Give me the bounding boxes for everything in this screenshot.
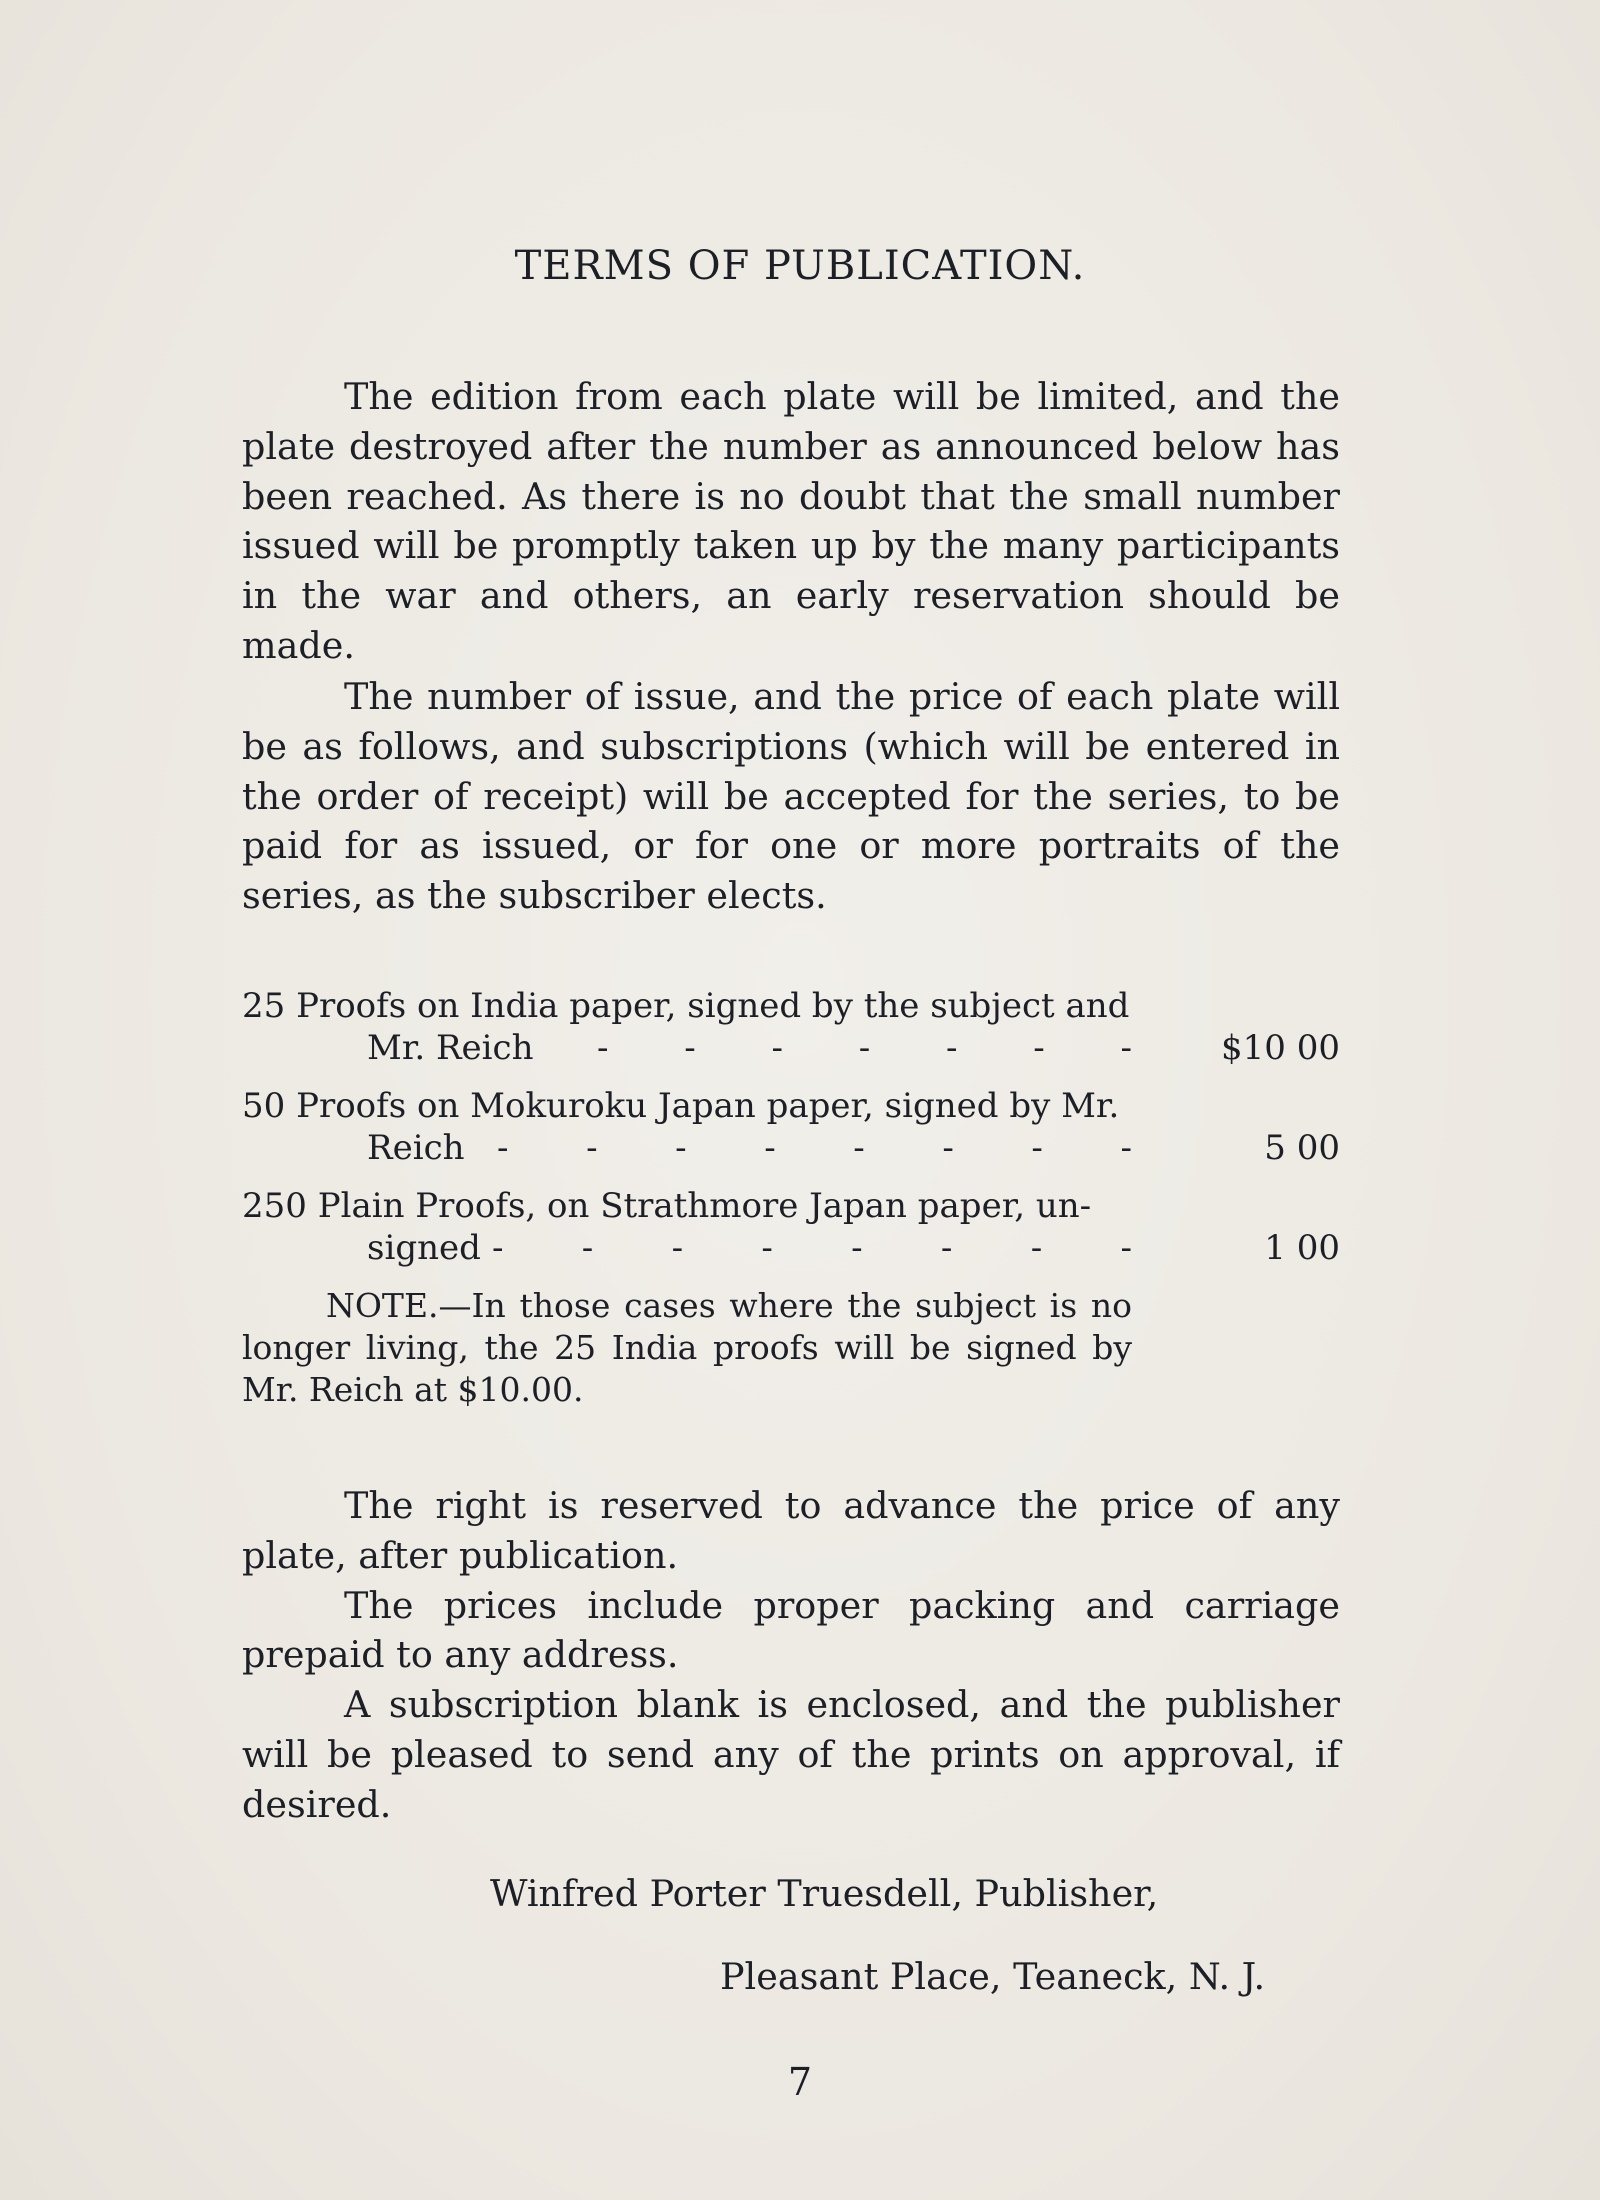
paragraph-text: The number of issue, and the price of each plate will be as follows, and subscriptions (which will be entered in the order of receipt) will be accepted for the series, to be paid for as issued, or for one or more portraits of the series, as the subscriber elects. [242, 675, 1340, 918]
price-value: $10 00 [1221, 1028, 1340, 1068]
price-item-description: 250 Plain Proofs, on Strathmore Japan paper, un- [242, 1186, 1092, 1226]
paragraph-text: The edition from each plate will be limited, and the plate destroyed after the number as announced below has been reached. As there is no doubt that the small number issued will be promptly taken up by the many participants in the war and others, an early reservation should be made. [242, 375, 1340, 667]
price-item-mokuroku-proofs [242, 1085, 1340, 1169]
price-item-description: 50 Proofs on Mokuroku Japan paper, signed by Mr. [242, 1086, 1120, 1126]
price-item-continuation [242, 1227, 1132, 1269]
price-value: 5 00 [1264, 1128, 1340, 1168]
page-number: 7 [787, 2060, 813, 2104]
paragraph-text: The prices include proper packing and carriage prepaid to any address. [242, 1583, 1340, 1677]
page-title: TERMS OF PUBLICATION. [514, 243, 1086, 289]
dot-leader: - - - - - - - - [497, 1128, 1132, 1168]
paragraph-text: The right is reserved to advance the price of any plate, after publication. [242, 1484, 1340, 1577]
price-list [242, 985, 1340, 1411]
note-text: NOTE.—In those cases where the subject is no longer living, the 25 India proofs will be signed by Mr. Reich at $10.00. [242, 1286, 1132, 1409]
price-item-continuation [242, 1127, 1132, 1169]
price-item-plain-proofs [242, 1185, 1340, 1269]
dot-leader: - - - - - - - [597, 1028, 1132, 1068]
paragraph-issue-and-price [242, 672, 1340, 921]
paragraph-text: A subscription blank is enclosed, and the publisher will be pleased to send any of the prints on approval, if desired. [242, 1683, 1340, 1826]
price-item-india-proofs [242, 985, 1340, 1069]
paragraph-subscription-blank [242, 1680, 1340, 1829]
paragraph-edition-limit [242, 372, 1340, 671]
price-item-description: 25 Proofs on India paper, signed by the subject and [242, 986, 1130, 1026]
price-value: 1 00 [1264, 1228, 1340, 1268]
publisher-name: Winfred Porter Truesdell, Publisher, [490, 1872, 1159, 1915]
price-item-description-end: signed [367, 1228, 481, 1268]
price-item-description-end: Reich [367, 1128, 465, 1168]
closing-paragraphs [242, 1481, 1340, 1830]
note-paragraph [242, 1285, 1132, 1411]
price-item-description-end: Mr. Reich [367, 1028, 534, 1068]
paragraph-packing-carriage [242, 1581, 1340, 1681]
paragraph-price-advance [242, 1481, 1340, 1581]
publisher-address: Pleasant Place, Teaneck, N. J. [720, 1955, 1266, 1998]
price-item-continuation [242, 1027, 1132, 1069]
dot-leader: - - - - - - - - [492, 1228, 1132, 1268]
